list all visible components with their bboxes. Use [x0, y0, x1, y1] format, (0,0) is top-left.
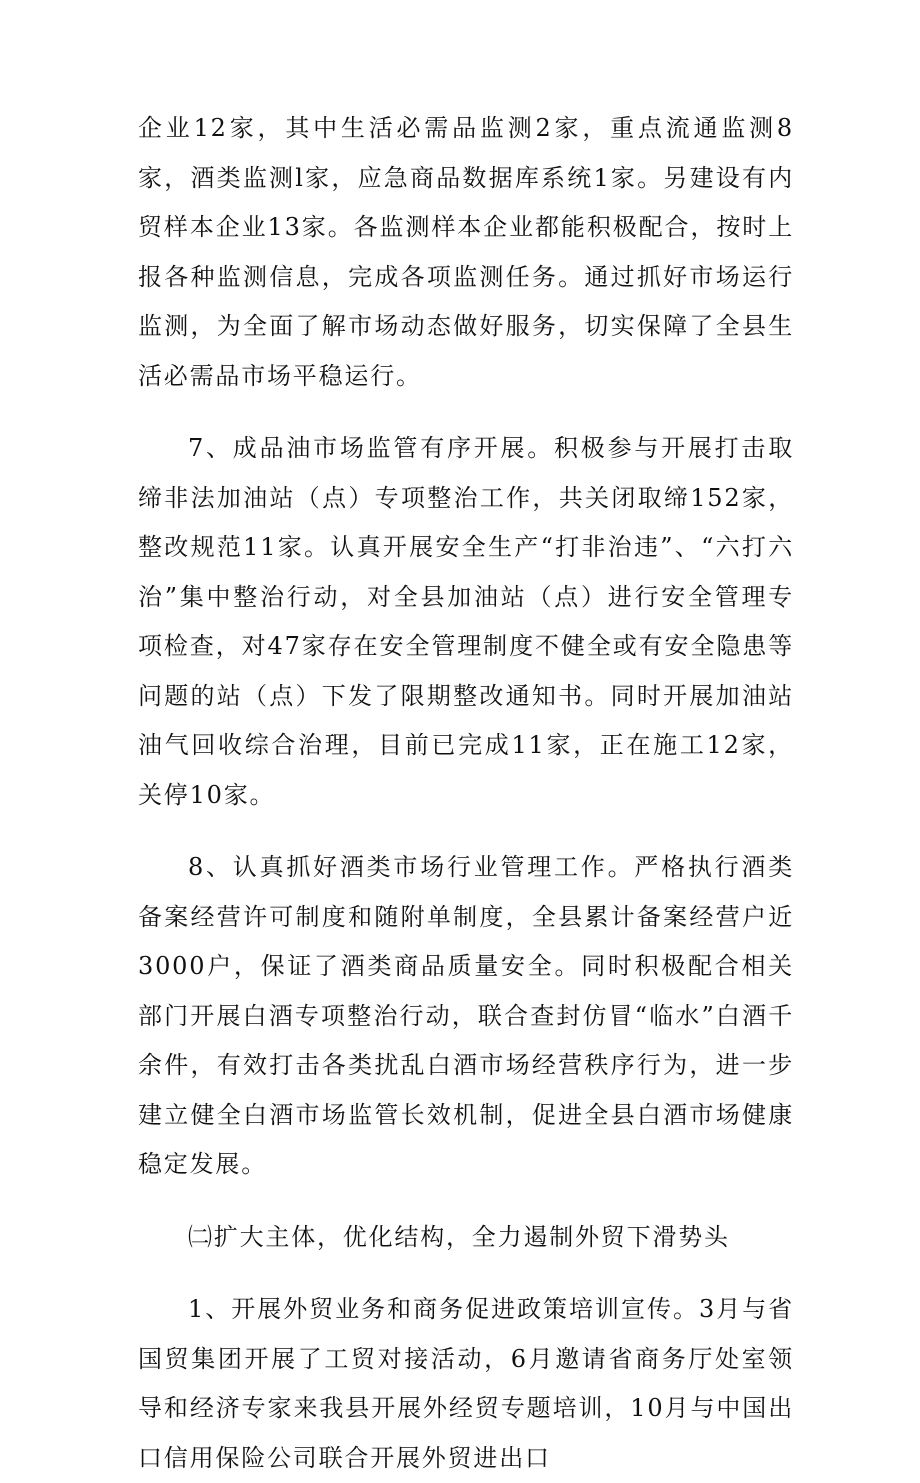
paragraph-item-1-training: 1、开展外贸业务和商务促进政策培训宣传。3月与省国贸集团开展了工贸对接活动，6月邀请省商务厅处室领导和经济专家来我县开展外经贸专题培训，10月与中国出口信用保险公司联合开展外贸进出口 [138, 1295, 794, 1472]
document-body [138, 104, 794, 1483]
paragraph-monitoring-continued: 企业12家，其中生活必需品监测2家，重点流通监测8家，酒类监测l家，应急商品数据库系统1家。另建设有内贸样本企业13家。各监测样本企业都能积极配合，按时上报各种监测信息，完成各项监测任务。通过抓好市场运行监测，为全面了解市场动态做好服务，切实保障了全县生活必需品市场平稳运行。 [138, 114, 794, 390]
section-heading-foreign-trade: ㈡扩大主体，优化结构，全力遏制外贸下滑势头 [188, 1222, 730, 1251]
paragraph-item-7-refined-oil: 7、成品油市场监管有序开展。积极参与开展打击取缔非法加油站（点）专项整治工作，共关闭取缔152家，整改规范11家。认真开展安全生产“打非治违”、“六打六治”集中整治行动，对全县加油站（点）进行安全管理专项检查，对47家存在安全管理制度不健全或有安全隐患等问题的站（点）下发了限期整改通知书。同时开展加油站油气回收综合治理，目前已完成11家，正在施工12家，关停10家。 [138, 434, 794, 809]
paragraph-item-8-liquor: 8、认真抓好酒类市场行业管理工作。严格执行酒类备案经营许可制度和随附单制度，全县累计备案经营户近3000户，保证了酒类商品质量安全。同时积极配合相关部门开展白酒专项整治行动，联合查封仿冒“临水”白酒千余件，有效打击各类扰乱白酒市场经营秩序行为，进一步建立健全白酒市场监管长效机制，促进全县白酒市场健康稳定发展。 [138, 853, 794, 1178]
